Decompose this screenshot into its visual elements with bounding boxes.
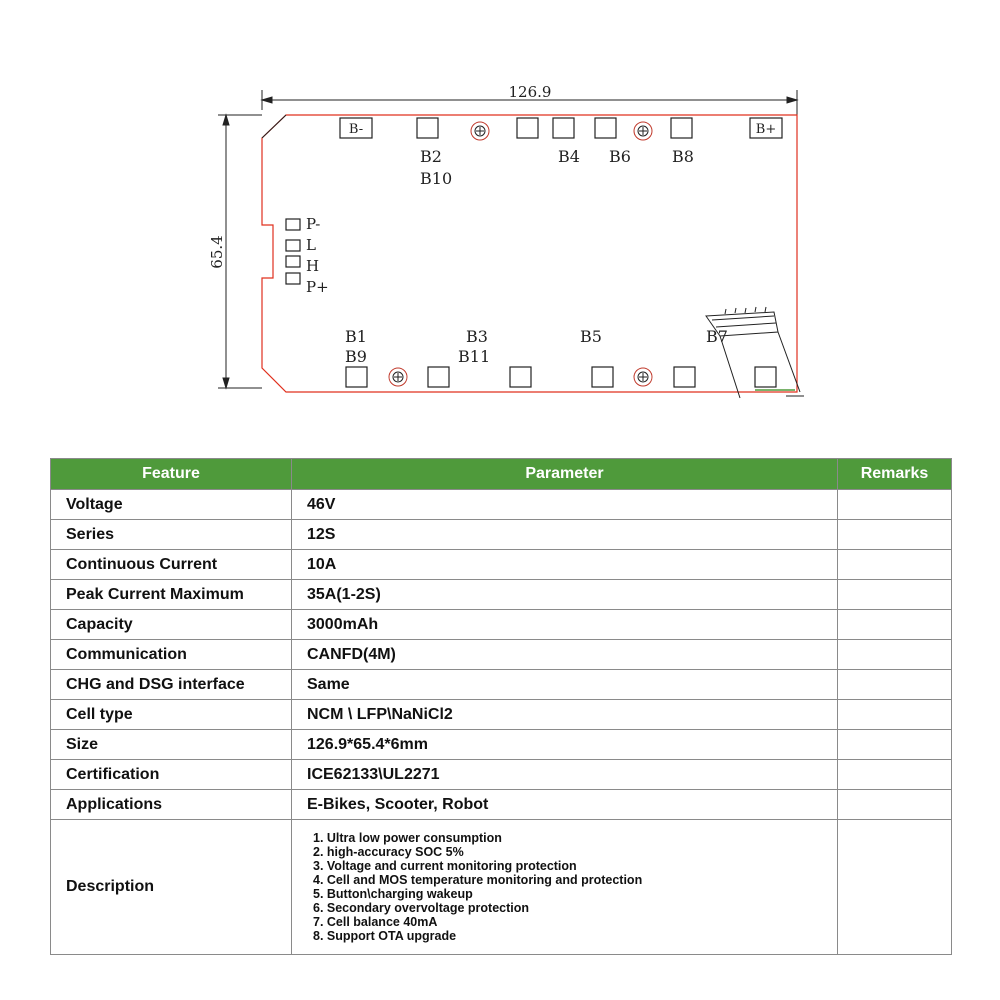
header-feature: Feature [51,459,292,490]
remarks-cell [838,730,952,760]
parameter-cell: 46V [292,490,838,520]
pad-label-b11: B11 [458,347,491,366]
pad-label-b6: B6 [609,147,631,166]
remarks-cell [838,700,952,730]
table-row [51,700,952,730]
pad-label-b9: B9 [345,347,367,366]
table-row [51,670,952,700]
parameter-cell: 12S [292,520,838,550]
remarks-cell [838,490,952,520]
feature-cell: Peak Current Maximum [51,580,292,610]
parameter-cell: ICE62133\UL2271 [292,760,838,790]
remarks-cell [838,820,952,955]
remarks-cell [838,580,952,610]
pad-label-b-plus: B+ [755,122,777,137]
feature-cell: Cell type [51,700,292,730]
parameter-cell: 10A [292,550,838,580]
parameter-cell: 126.9*65.4*6mm [292,730,838,760]
pad-label-b2: B2 [420,147,442,166]
board-outline [262,115,797,392]
remarks-cell [838,790,952,820]
remarks-cell [838,670,952,700]
table-row [51,790,952,820]
remarks-cell [838,520,952,550]
parameter-cell: 35A(1-2S) [292,580,838,610]
parameter-cell: E-Bikes, Scooter, Robot [292,790,838,820]
description-item: 4. Cell and MOS temperature monitoring and protection [313,873,643,887]
table-row [51,490,952,520]
table-row [51,580,952,610]
pad-label-b8: B8 [672,147,694,166]
parameter-cell: NCM \ LFP\NaNiCl2 [292,700,838,730]
description-item: 8. Support OTA upgrade [313,929,457,943]
table-row [51,760,952,790]
connector-label-h: H [306,257,320,275]
spec-table [50,458,952,955]
remarks-cell [838,550,952,580]
pad-label-b4: B4 [558,147,580,166]
feature-cell: Continuous Current [51,550,292,580]
pad-label-b-minus: B- [348,122,364,137]
top-pads [340,118,782,138]
feature-cell: Certification [51,760,292,790]
connector-pads [286,219,300,284]
pad-label-b1: B1 [345,327,367,346]
description-row [51,820,952,955]
feature-cell: Description [51,820,292,955]
height-dimension-label: 65.4 [208,235,226,269]
table-row [51,640,952,670]
description-item: 2. high-accuracy SOC 5% [313,845,464,859]
header-remarks: Remarks [838,459,952,490]
parameter-cell [292,820,838,955]
width-dimension-label: 126.9 [508,83,552,101]
description-list [310,831,837,943]
table-row [51,610,952,640]
parameter-cell: Same [292,670,838,700]
feature-cell: Size [51,730,292,760]
description-item: 5. Button\charging wakeup [313,887,473,901]
remarks-cell [838,760,952,790]
description-item: 6. Secondary overvoltage protection [313,901,530,915]
remarks-cell [838,610,952,640]
connector-label-p-minus: P- [306,215,321,233]
pcb-drawing [0,0,1000,440]
pad-label-b3: B3 [466,327,488,346]
feature-cell: Capacity [51,610,292,640]
header-parameter: Parameter [292,459,838,490]
table-row [51,520,952,550]
feature-cell: Voltage [51,490,292,520]
feature-cell: Applications [51,790,292,820]
pad-label-b7: B7 [706,327,728,346]
description-item: 1. Ultra low power consumption [313,831,502,845]
table-row [51,550,952,580]
feature-cell: CHG and DSG interface [51,670,292,700]
table-header-row [51,459,952,490]
table-row [51,730,952,760]
pad-label-b10: B10 [420,169,453,188]
pad-label-b5: B5 [580,327,602,346]
bottom-pads [346,367,776,387]
description-item: 3. Voltage and current monitoring protection [313,859,577,873]
connector-label-l: L [306,236,316,254]
remarks-cell [838,640,952,670]
parameter-cell: 3000mAh [292,610,838,640]
description-item: 7. Cell balance 40mA [313,915,438,929]
feature-cell: Series [51,520,292,550]
feature-cell: Communication [51,640,292,670]
parameter-cell: CANFD(4M) [292,640,838,670]
connector-label-p-plus: P+ [306,278,329,296]
